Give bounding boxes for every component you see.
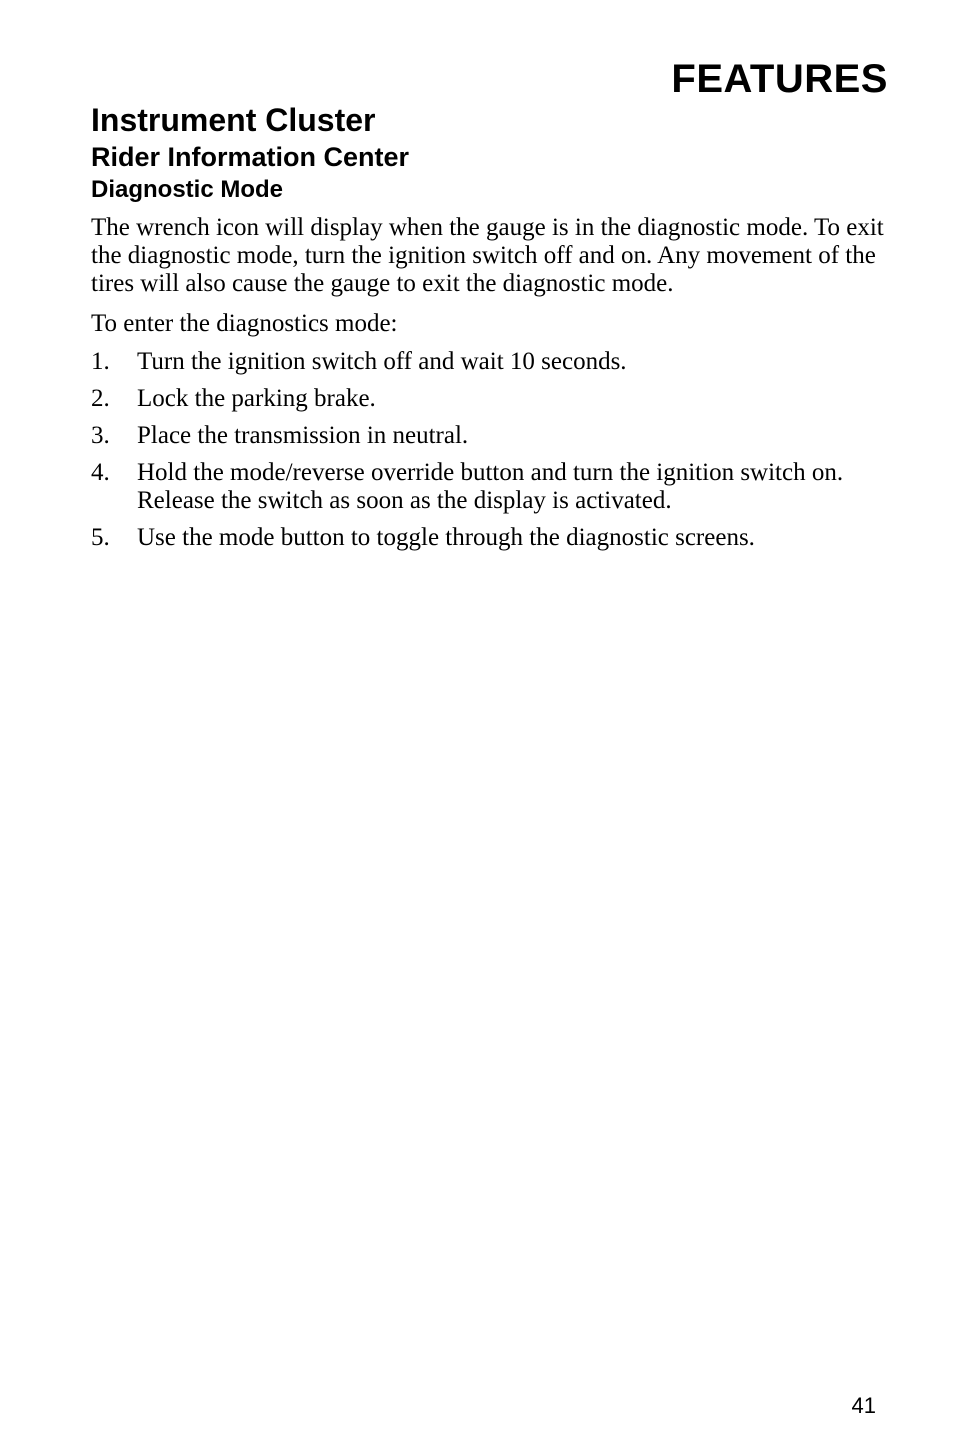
list-item <box>91 422 891 450</box>
subsection-title: Diagnostic Mode <box>91 176 284 203</box>
step-text: Use the mode button to toggle through the diagnostic screens. <box>137 524 755 551</box>
page-content <box>91 100 891 561</box>
section-header: FEATURES <box>671 57 888 101</box>
step-text: Place the transmission in neutral. <box>137 422 469 449</box>
list-item <box>91 459 891 515</box>
step-number: 2. <box>91 385 110 412</box>
page-title: Instrument Cluster <box>91 102 376 138</box>
step-text: Lock the parking brake. <box>137 385 376 412</box>
step-text: Hold the mode/reverse override button and turn the ignition switch on. Release the switch as soon as the display is activated. <box>137 459 844 514</box>
step-text: Turn the ignition switch off and wait 10 seconds. <box>137 348 627 375</box>
list-item <box>91 348 891 376</box>
step-number: 3. <box>91 422 110 449</box>
list-item <box>91 385 891 413</box>
step-number: 5. <box>91 524 110 551</box>
step-number: 4. <box>91 459 110 486</box>
page-number: 41 <box>851 1393 876 1418</box>
step-number: 1. <box>91 348 110 375</box>
list-item <box>91 524 891 552</box>
section-title: Rider Information Center <box>91 142 410 172</box>
steps-list <box>91 348 891 552</box>
body-paragraph: The wrench icon will display when the gauge is in the diagnostic mode. To exit the diagnostic mode, turn the ignition switch off and on. Any movement of the tires will also cause the gauge to exit the diagnostic mode. <box>91 214 884 297</box>
steps-intro: To enter the diagnostics mode: <box>91 310 398 337</box>
